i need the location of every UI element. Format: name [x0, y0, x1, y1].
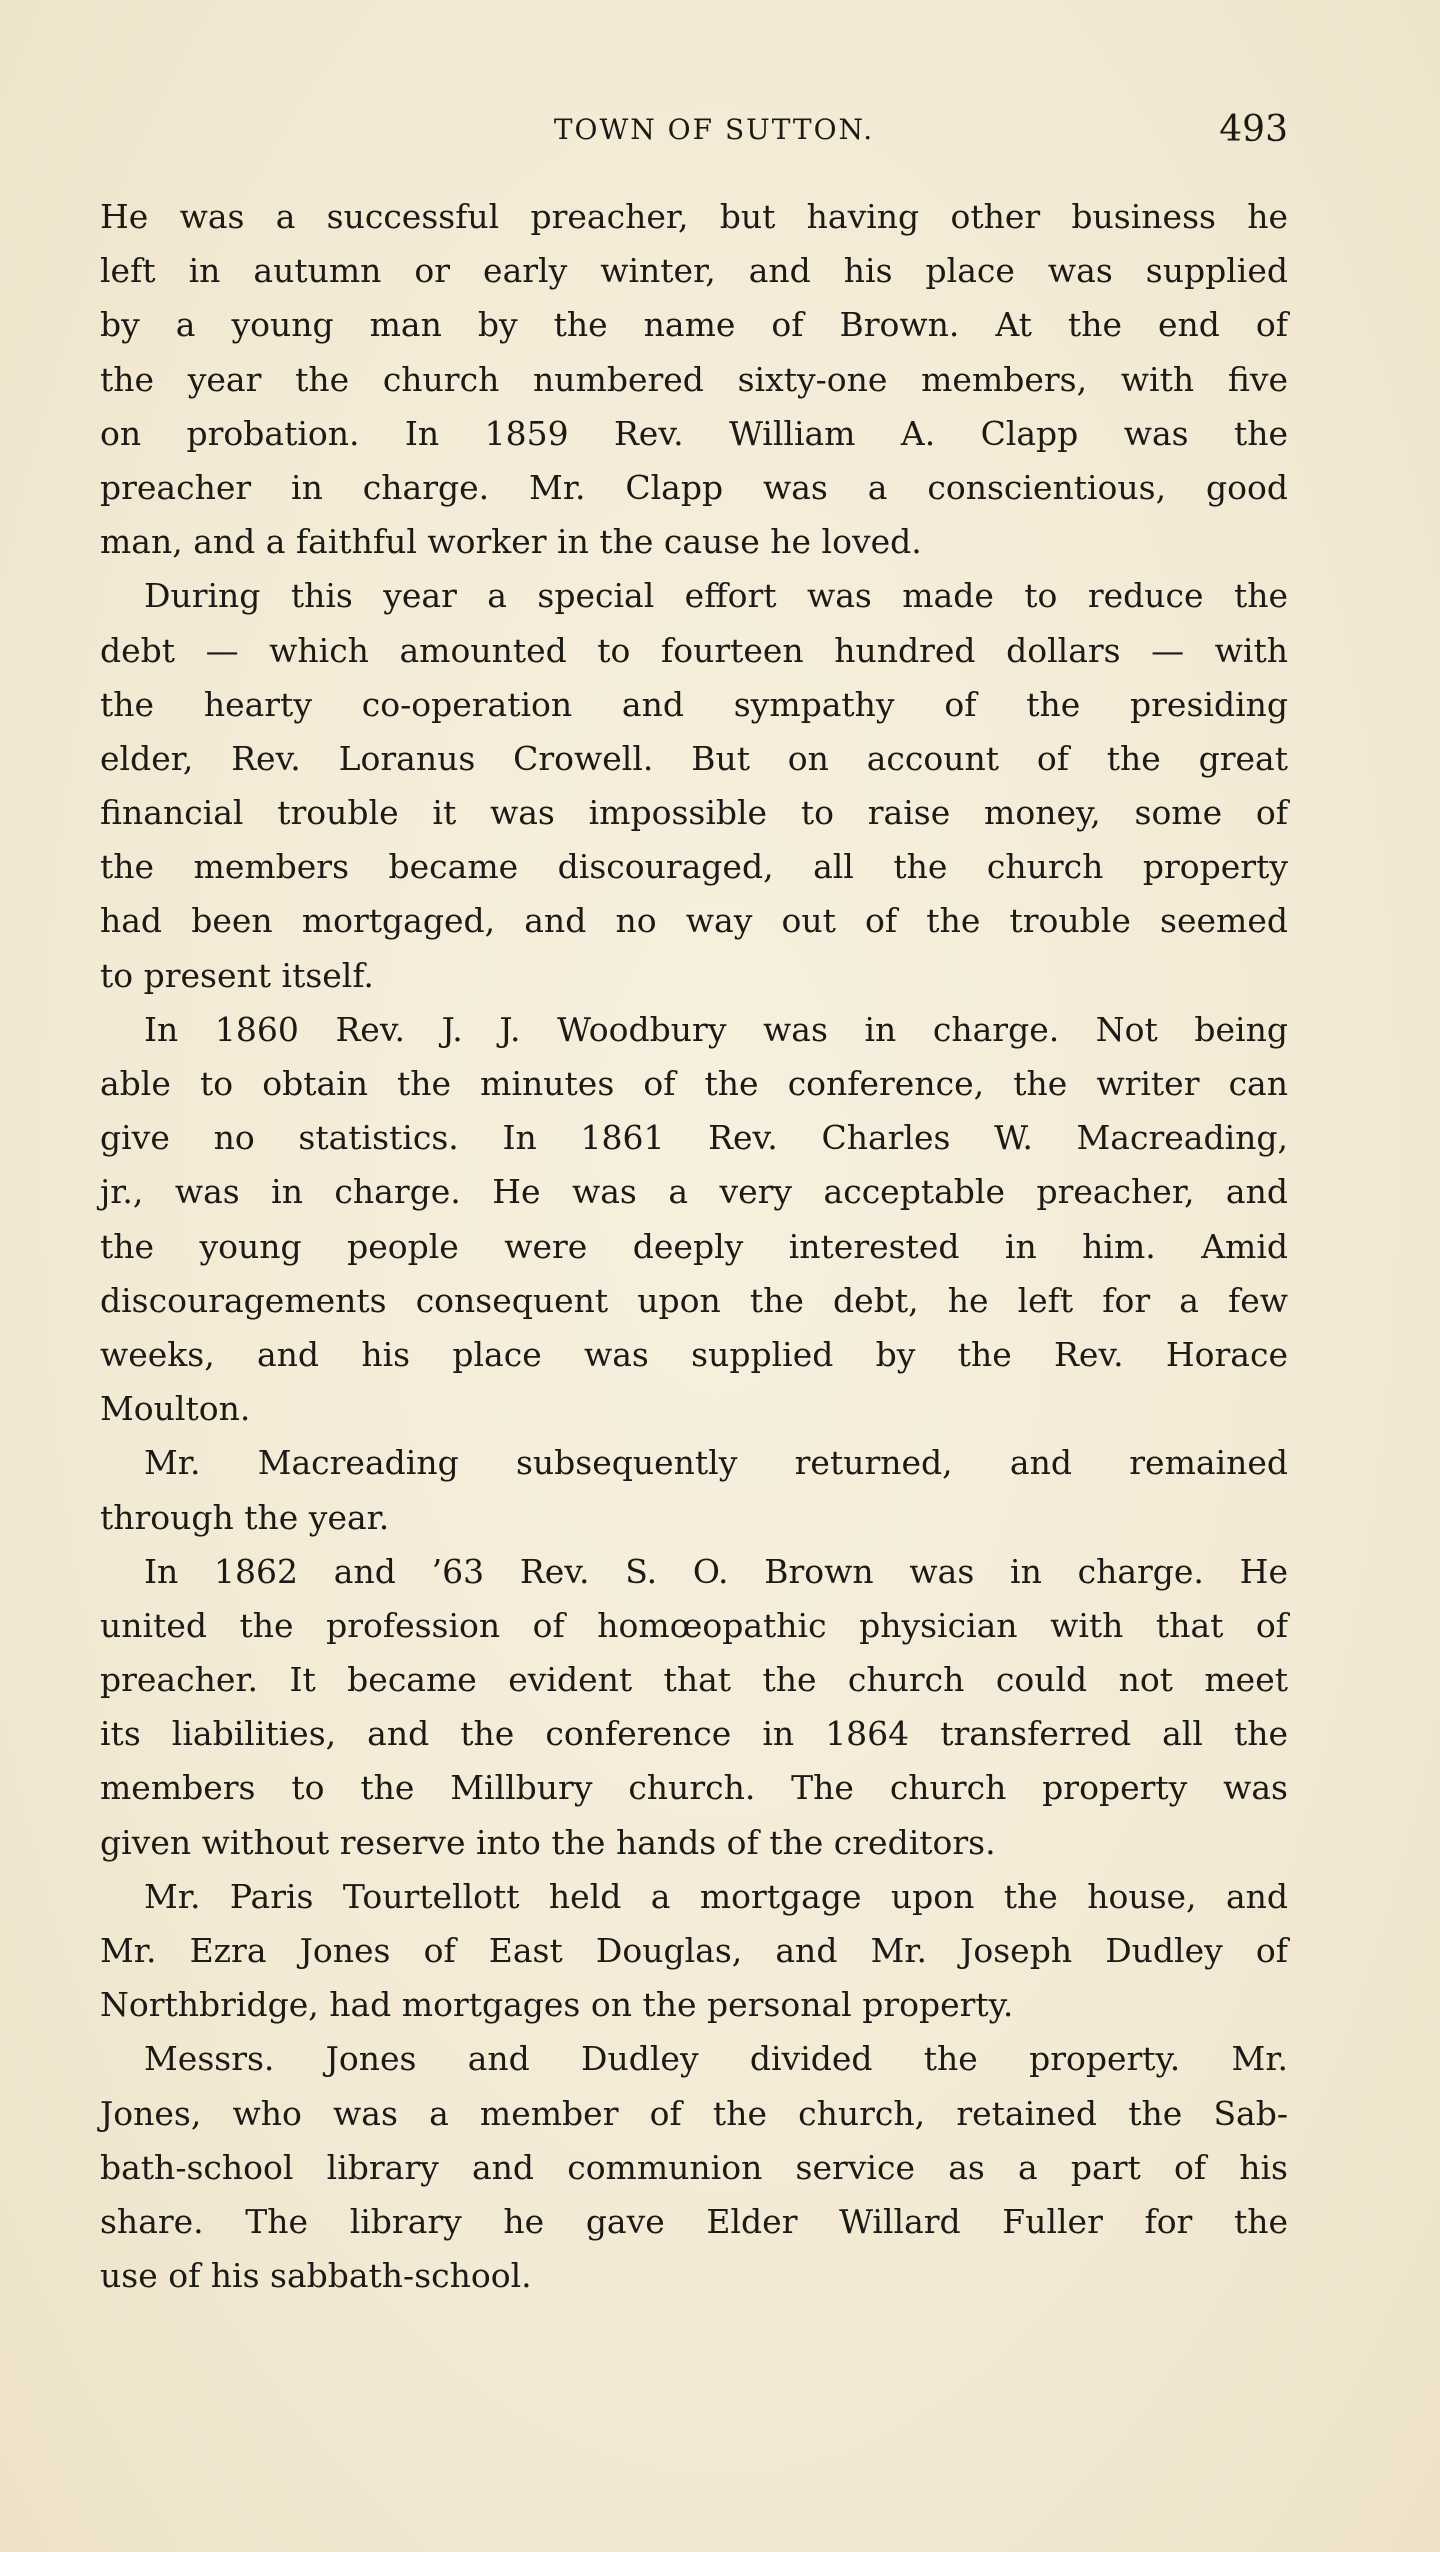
- text-line: to present itself.: [100, 955, 374, 995]
- text-line: elder, Rev. Loranus Crowell. But on account of the great: [100, 738, 1288, 778]
- text-line: the hearty co-operation and sympathy of the presiding: [100, 684, 1288, 724]
- text-line: man, and a faithful worker in the cause he loved.: [100, 522, 922, 562]
- text-line: Northbridge, had mortgages on the personal property.: [100, 1985, 1014, 2025]
- text-line: bath-school library and communion service as a part of his: [100, 2147, 1288, 2187]
- page-header: [100, 108, 1288, 152]
- text-line: Mr. Macreading subsequently returned, and remained: [144, 1443, 1288, 1483]
- page-number: 493: [1219, 109, 1288, 150]
- text-line: given without reserve into the hands of the creditors.: [100, 1822, 996, 1862]
- text-line: weeks, and his place was supplied by the Rev. Horace: [100, 1334, 1288, 1374]
- text-line: He was a successful preacher, but having other business he: [100, 197, 1288, 236]
- text-line: by a young man by the name of Brown. At the end of: [100, 305, 1288, 345]
- text-line: Jones, who was a member of the church, retained the Sab-: [100, 2093, 1288, 2133]
- text-line: members to the Millbury church. The church property was: [100, 1768, 1288, 1808]
- text-line: its liabilities, and the conference in 1864 transferred all the: [100, 1714, 1288, 1754]
- text-line: left in autumn or early winter, and his place was supplied: [100, 251, 1288, 291]
- text-line: through the year.: [100, 1497, 390, 1537]
- text-line: had been mortgaged, and no way out of the trouble seemed: [100, 901, 1288, 941]
- running-head: TOWN OF SUTTON.: [553, 113, 875, 146]
- text-line: Messrs. Jones and Dudley divided the property. Mr.: [144, 2039, 1288, 2079]
- text-line: Mr. Paris Tourtellott held a mortgage upon the house, and: [144, 1876, 1288, 1916]
- text-line: Moulton.: [100, 1389, 251, 1429]
- text-line: able to obtain the minutes of the conference, the writer can: [100, 1064, 1288, 1103]
- text-line: Mr. Ezra Jones of East Douglas, and Mr. Joseph Dudley of: [100, 1931, 1288, 1970]
- text-line: united the profession of homœopathic physician with that of: [100, 1605, 1288, 1645]
- text-line: preacher. It became evident that the church could not meet: [100, 1660, 1288, 1700]
- text-line: discouragements consequent upon the debt, he left for a few: [100, 1280, 1288, 1320]
- text-line: the year the church numbered sixty-one members, with five: [100, 359, 1288, 399]
- body-text: [100, 190, 1288, 2303]
- text-line: During this year a special effort was made to reduce the: [144, 576, 1288, 616]
- text-line: financial trouble it was impossible to raise money, some of: [100, 793, 1288, 833]
- text-line: the members became discouraged, all the church property: [100, 847, 1288, 887]
- text-line: debt — which amounted to fourteen hundred dollars — with: [100, 630, 1288, 670]
- text-line: preacher in charge. Mr. Clapp was a conscientious, good: [100, 467, 1288, 507]
- text-line: share. The library he gave Elder Willard Fuller for the: [100, 2201, 1288, 2241]
- text-line: use of his sabbath-school.: [100, 2256, 532, 2296]
- text-line: In 1862 and ’63 Rev. S. O. Brown was in charge. He: [144, 1551, 1288, 1591]
- text-line: the young people were deeply interested in him. Amid: [100, 1226, 1288, 1266]
- text-line: give no statistics. In 1861 Rev. Charles W. Macreading,: [100, 1118, 1288, 1158]
- text-line: on probation. In 1859 Rev. William A. Clapp was the: [100, 413, 1288, 453]
- text-line: In 1860 Rev. J. J. Woodbury was in charge. Not being: [144, 1009, 1288, 1049]
- text-line: jr., was in charge. He was a very acceptable preacher, and: [100, 1172, 1288, 1212]
